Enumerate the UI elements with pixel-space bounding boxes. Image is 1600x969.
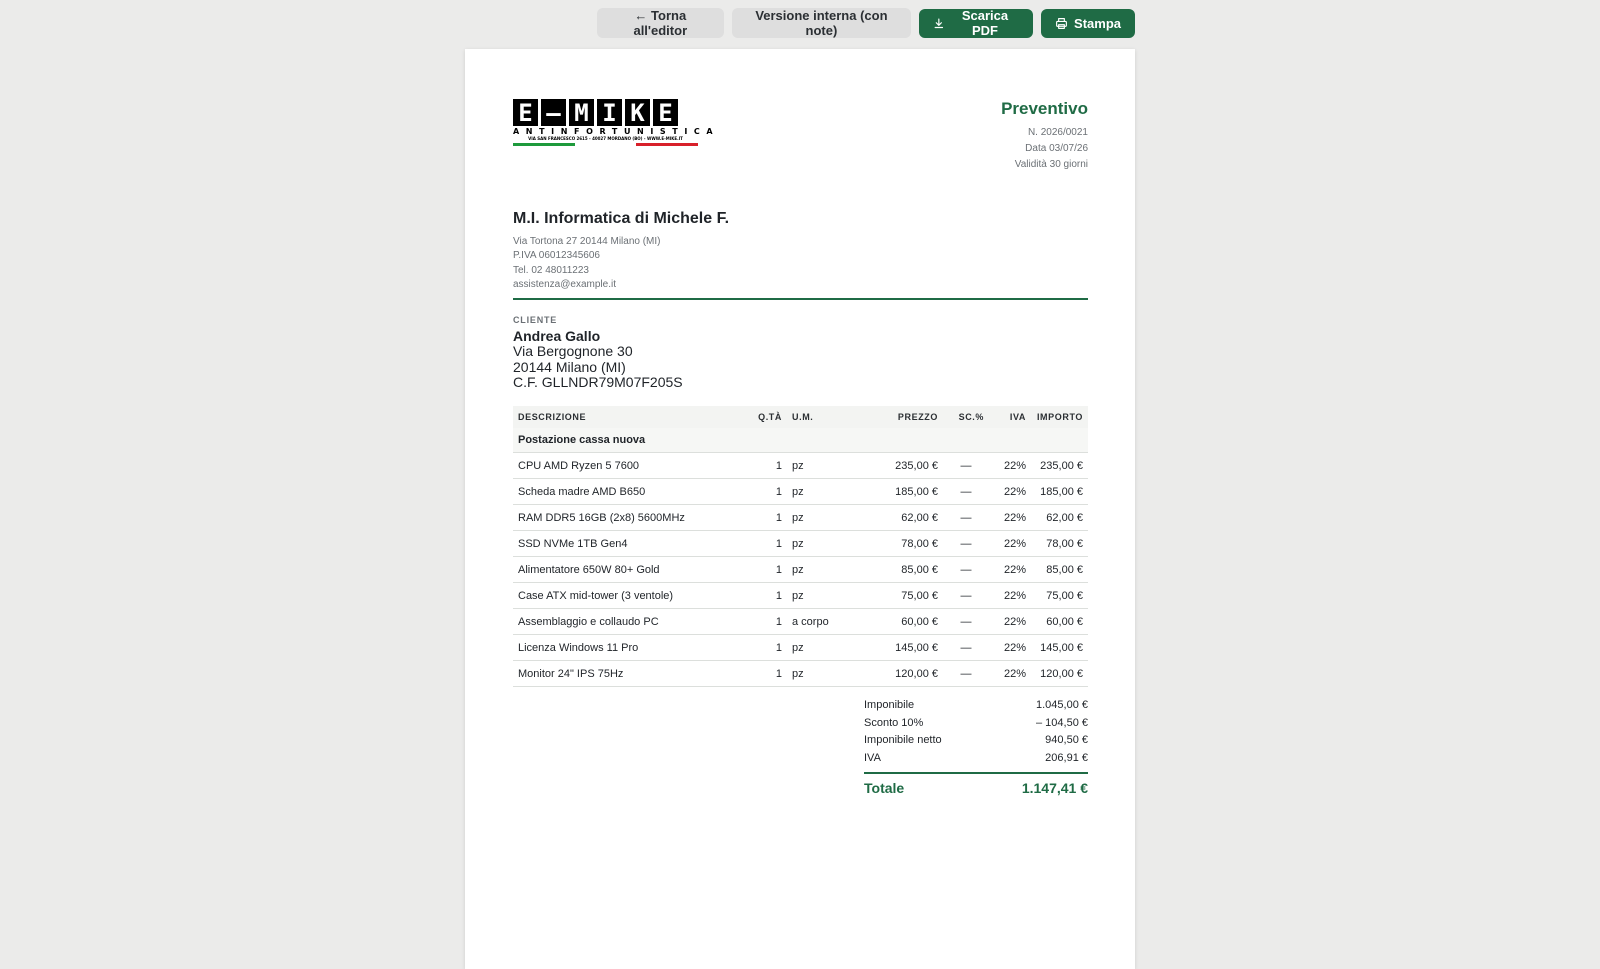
cell-disc: — <box>943 661 989 687</box>
download-icon <box>933 17 945 30</box>
cell-disc: — <box>943 453 989 479</box>
logo-letter: I <box>597 99 625 126</box>
client-street: Via Bergognone 30 <box>513 343 633 359</box>
totals-value: – 104,50 € <box>1036 716 1088 729</box>
totals-block <box>864 696 1088 796</box>
cell-amount: 120,00 € <box>1031 661 1088 687</box>
cell-price: 85,00 € <box>855 557 943 583</box>
cell-vat: 22% <box>989 583 1031 609</box>
cell-amount: 75,00 € <box>1031 583 1088 609</box>
cell-amount: 235,00 € <box>1031 453 1088 479</box>
document-page <box>465 49 1135 969</box>
cell-vat: 22% <box>989 505 1031 531</box>
cell-price: 235,00 € <box>855 453 943 479</box>
printer-icon <box>1055 17 1068 30</box>
logo-letter: E <box>653 99 681 126</box>
print-label: Stampa <box>1074 15 1121 31</box>
cell-disc: — <box>943 635 989 661</box>
totals-divider <box>864 772 1088 774</box>
totals-label: IVA <box>864 751 881 764</box>
company-logo <box>513 98 720 150</box>
cell-disc: — <box>943 583 989 609</box>
grand-total-label: Totale <box>864 779 905 796</box>
totals-row <box>864 749 1088 767</box>
cell-qty: 1 <box>753 557 787 583</box>
logo-letter: – <box>541 99 569 126</box>
col-unit: U.M. <box>787 406 855 428</box>
cell-vat: 22% <box>989 479 1031 505</box>
cell-price: 62,00 € <box>855 505 943 531</box>
download-pdf-label: Scarica PDF <box>961 8 1009 38</box>
cell-qty: 1 <box>753 531 787 557</box>
logo-letter: K <box>625 99 653 126</box>
document-type: Preventivo <box>1001 99 1088 118</box>
print-button[interactable] <box>1041 9 1135 38</box>
totals-value: 1.045,00 € <box>1036 698 1088 711</box>
cell-um: pz <box>787 505 855 531</box>
table-row <box>513 635 1088 661</box>
logo-letter: E <box>513 99 541 126</box>
cell-desc: RAM DDR5 16GB (2x8) 5600MHz <box>513 505 753 531</box>
table-row <box>513 505 1088 531</box>
cell-price: 60,00 € <box>855 609 943 635</box>
client-label: CLIENTE <box>513 315 558 325</box>
totals-row <box>864 696 1088 714</box>
document-meta <box>1001 99 1088 173</box>
totals-row <box>864 714 1088 732</box>
table-row <box>513 531 1088 557</box>
cell-um: pz <box>787 557 855 583</box>
company-details <box>513 235 661 293</box>
company-address: Via Tortona 27 20144 Milano (MI) <box>513 236 661 247</box>
header-divider <box>513 298 1088 300</box>
logo-tagline: ANTINFORTUNISTICA <box>513 127 720 136</box>
client-tax-code: C.F. GLLNDR79M07F205S <box>513 374 683 390</box>
cell-desc: Licenza Windows 11 Pro <box>513 635 753 661</box>
cell-disc: — <box>943 479 989 505</box>
company-name: M.I. Informatica di Michele F. <box>513 210 730 227</box>
col-amount: IMPORTO <box>1031 406 1088 428</box>
col-price: PREZZO <box>855 406 943 428</box>
cell-vat: 22% <box>989 609 1031 635</box>
totals-label: Imponibile <box>864 698 915 711</box>
cell-qty: 1 <box>753 505 787 531</box>
cell-desc: Scheda madre AMD B650 <box>513 479 753 505</box>
document-number: N. 2026/0021 <box>1027 127 1088 138</box>
table-row <box>513 453 1088 479</box>
cell-amount: 62,00 € <box>1031 505 1088 531</box>
internal-version-label: Versione interna (con note) <box>755 8 888 38</box>
group-label: Postazione cassa nuova <box>513 428 1088 453</box>
cell-um: pz <box>787 583 855 609</box>
cell-desc: Alimentatore 650W 80+ Gold <box>513 557 753 583</box>
cell-price: 78,00 € <box>855 531 943 557</box>
document-header <box>513 98 1088 291</box>
internal-version-button[interactable] <box>732 8 912 38</box>
cell-qty: 1 <box>753 609 787 635</box>
cell-qty: 1 <box>753 479 787 505</box>
table-header-row <box>513 406 1088 428</box>
document-validity: Validità 30 giorni <box>1014 159 1088 170</box>
totals-value: 940,50 € <box>1045 734 1088 747</box>
cell-disc: — <box>943 609 989 635</box>
company-email: assistenza@example.it <box>513 279 616 291</box>
cell-um: pz <box>787 661 855 687</box>
cell-disc: — <box>943 557 989 583</box>
cell-price: 145,00 € <box>855 635 943 661</box>
company-vat: P.IVA 06012345606 <box>513 250 600 262</box>
col-vat: IVA <box>989 406 1031 428</box>
cell-price: 75,00 € <box>855 583 943 609</box>
group-row <box>513 428 1088 453</box>
back-to-editor-button[interactable] <box>597 8 724 38</box>
logo-flag-stripe <box>513 143 698 146</box>
cell-vat: 22% <box>989 557 1031 583</box>
cell-um: pz <box>787 479 855 505</box>
logo-address: VIA SAN FRANCESCO 2615 - 40027 MORDANO (BO) - WWW.E-MIKE.IT <box>528 136 683 141</box>
cell-desc: CPU AMD Ryzen 5 7600 <box>513 453 753 479</box>
logo-letter: M <box>569 99 597 126</box>
table-row <box>513 583 1088 609</box>
document-date: Data 03/07/26 <box>1025 143 1088 154</box>
cell-qty: 1 <box>753 453 787 479</box>
toolbar <box>597 8 1135 38</box>
cell-desc: SSD NVMe 1TB Gen4 <box>513 531 753 557</box>
grand-total-row <box>864 780 1088 796</box>
cell-price: 120,00 € <box>855 661 943 687</box>
client-block <box>513 315 683 391</box>
table-row <box>513 609 1088 635</box>
client-city: 20144 Milano (MI) <box>513 358 626 375</box>
cell-disc: — <box>943 531 989 557</box>
document-content <box>513 98 1088 796</box>
download-pdf-button[interactable] <box>919 9 1033 38</box>
cell-vat: 22% <box>989 635 1031 661</box>
cell-qty: 1 <box>753 635 787 661</box>
cell-amount: 145,00 € <box>1031 635 1088 661</box>
table-body <box>513 428 1088 687</box>
cell-um: pz <box>787 635 855 661</box>
col-quantity: Q.TÀ <box>753 406 787 428</box>
col-description: DESCRIZIONE <box>513 406 753 428</box>
cell-qty: 1 <box>753 583 787 609</box>
table-row <box>513 479 1088 505</box>
grand-total-value: 1.147,41 € <box>1021 779 1088 796</box>
items-table <box>513 406 1088 687</box>
table-row <box>513 661 1088 687</box>
cell-vat: 22% <box>989 531 1031 557</box>
cell-amount: 60,00 € <box>1031 609 1088 635</box>
cell-um: pz <box>787 453 855 479</box>
totals-value: 206,91 € <box>1045 751 1088 764</box>
col-discount: SC.% <box>943 406 989 428</box>
cell-amount: 85,00 € <box>1031 557 1088 583</box>
table-row <box>513 557 1088 583</box>
cell-um: pz <box>787 531 855 557</box>
cell-desc: Monitor 24" IPS 75Hz <box>513 661 753 687</box>
client-name: Andrea Gallo <box>513 328 601 344</box>
cell-desc: Case ATX mid-tower (3 ventole) <box>513 583 753 609</box>
company-phone: Tel. 02 48011223 <box>513 264 589 276</box>
logo-wordmark <box>513 99 698 126</box>
totals-row <box>864 731 1088 749</box>
cell-disc: — <box>943 505 989 531</box>
cell-amount: 78,00 € <box>1031 531 1088 557</box>
cell-qty: 1 <box>753 661 787 687</box>
cell-price: 185,00 € <box>855 479 943 505</box>
cell-amount: 185,00 € <box>1031 479 1088 505</box>
totals-label: Imponibile netto <box>864 734 942 747</box>
cell-vat: 22% <box>989 453 1031 479</box>
cell-um: a corpo <box>787 609 855 635</box>
back-to-editor-label: ← Torna all'editor <box>633 8 688 38</box>
cell-vat: 22% <box>989 661 1031 687</box>
totals-label: Sconto 10% <box>864 716 924 729</box>
cell-desc: Assemblaggio e collaudo PC <box>513 609 753 635</box>
